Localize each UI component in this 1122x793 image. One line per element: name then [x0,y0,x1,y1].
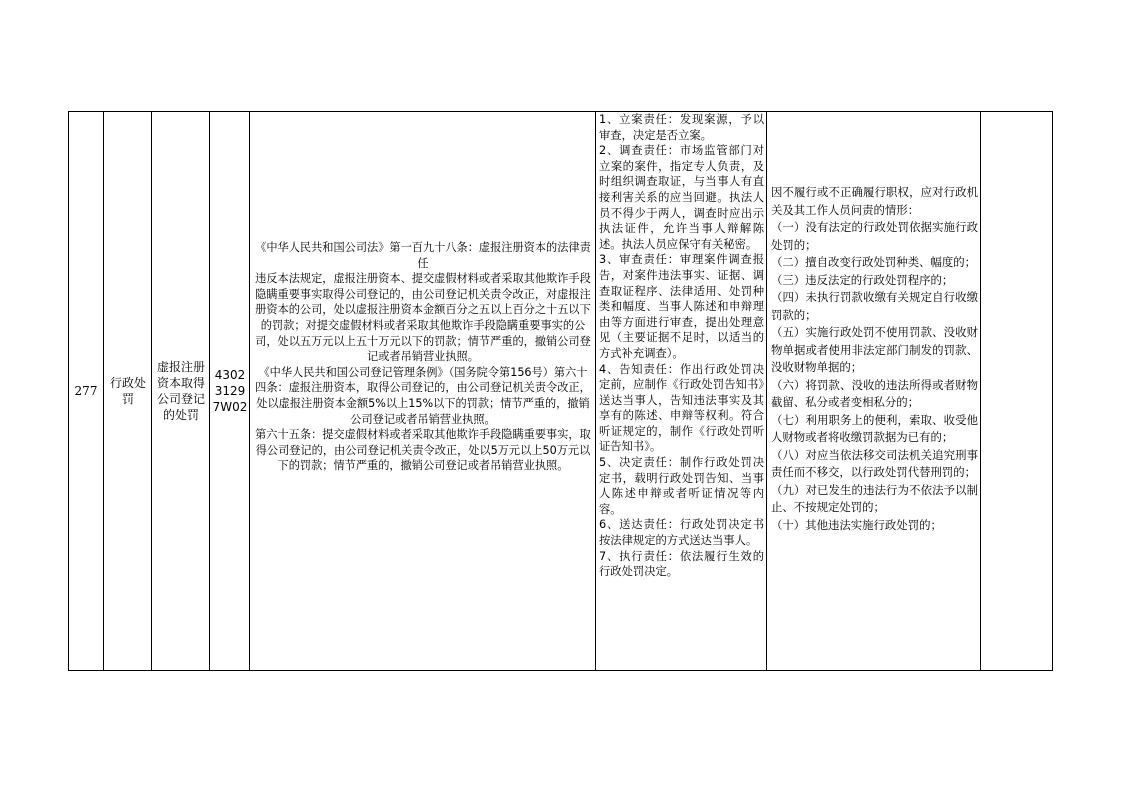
legal-basis-paragraph: 《中华人民共和国公司法》第一百九十八条：虚报注册资本的法律责任 [255,241,591,270]
accountability-intro: 因不履行或不正确履行职权，应对行政机关及其工作人员问责的情形： [771,185,978,217]
remarks-cell [981,112,1052,670]
power-type: 行政处罚 [109,376,146,406]
item-code-cell [210,112,250,670]
legal-basis-paragraph: 《中华人民共和国公司登记管理条例》（国务院令第156号）第六十四条：虚报注册资本，取得公司登记的，由公司登记机关责令改正，处以虚报注册资本金额5%以上15%以下的罚款；情节严重的，撤销公司登记或者吊销营业执照。 [255,365,591,426]
accountability-cell [767,184,981,604]
accountability-item: （九）对已发生的违法行为不依法予以制止、不按规定处罚的； [771,482,978,514]
item-code: 43023129 7W02 [212,368,248,414]
accountability-item: （四）未执行罚款收缴有关规定自行收缴罚款的； [771,290,978,322]
accountability-item: （一）没有法定的行政处罚依据实施行政处罚的； [771,220,978,252]
item-name-cell [152,112,210,670]
legal-basis-cell [250,230,596,570]
responsibility-item: 2、调查责任：市场监管部门对立案的案件，指定专人负责，及时组织调查取证，与当事人有直接利害关系的应当回避。执法人员不得少于两人，调查时应出示执法证件，允许当事人辩解陈述。执法人员应保守有关秘密。 [599,144,764,251]
power-type-cell [104,112,152,670]
item-name: 虚报注册资本取得公司登记的处罚 [156,360,205,422]
legal-basis-paragraph: 违反本法规定，虚报注册资本、提交虚假材料或者采取其他欺诈手段隐瞒重要事实取得公司登记的，由公司登记机关责令改正，对虚报注册资本的公司，处以虚报注册资本金额百分之五以上百分之十五以下的罚款；对提交虚假材料或者采取其他欺诈手段隐瞒重要事实的公司，处以五万元以上五十万元以下的罚款；情节严重的，撤销公司登记或者吊销营业执照。 [255,272,591,364]
responsibility-item: 4、告知责任：作出行政处罚决定前，应制作《行政处罚告知书》送达当事人，告知违法事实及其享有的陈述、申辩等权利。符合听证规定的，制作《行政处罚听证告知书》。 [599,362,764,454]
responsibility-item: 1、立案责任：发现案源，予以审查，决定是否立案。 [599,113,764,142]
item-number: 277 [74,384,98,398]
accountability-item: （五）实施行政处罚不使用罚款、没收财物单据或者使用非法定部门制发的罚款、没收财物单据的； [771,325,978,374]
responsibility-item: 6、送达责任：行政处罚决定书按法律规定的方式送达当事人。 [599,518,764,548]
accountability-item: （六）将罚款、没收的违法所得或者财物截留、私分或者变相私分的； [771,377,978,409]
item-number-cell [68,112,104,670]
accountability-item: （二）擅自改变行政处罚种类、幅度的； [771,255,977,269]
table-right-border [1052,111,1053,671]
accountability-item: （八）对应当依法移交司法机关追究刑事责任而不移交，以行政处罚代替刑罚的； [771,447,978,479]
responsibility-item: 5、决定责任：制作行政处罚决定书，载明行政处罚告知、当事人陈述申辩或者听证情况等内容。 [599,456,764,516]
accountability-item: （七）利用职务上的便利，索取、收受他人财物或者将收缴罚款据为已有的； [771,412,978,444]
responsibility-cell [596,112,767,670]
table-bottom-border [68,670,1053,671]
accountability-item: （十）其他违法实施行政处罚的； [771,517,942,532]
responsibility-item: 3、审查责任：审理案件调查报告，对案件违法事实、证据、调查取证程序、法律适用、处罚种类和幅度、当事人陈述和申辩理由等方面进行审查，提出处理意见（主要证据不足时，以适当的方式补充调查）。 [599,253,764,360]
legal-basis-paragraph: 第六十五条：提交虚假材料或者采取其他欺诈手段隐瞒重要事实，取得公司登记的，由公司登记机关责令改正，处以5万元以上50万元以下的罚款；情节严重的，撤销公司登记或者吊销营业执照。 [255,428,591,473]
responsibility-item: 7、执行责任：依法履行生效的行政处罚决定。 [599,549,764,579]
accountability-item: （三）违反法定的行政处罚程序的； [771,272,954,287]
